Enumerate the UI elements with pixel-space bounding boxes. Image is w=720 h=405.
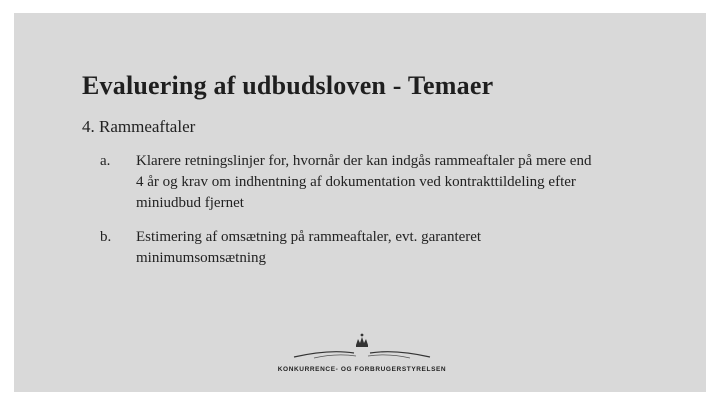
crown-icon xyxy=(274,331,450,365)
agency-logo-text: KONKURRENCE- OG FORBRUGERSTYRELSEN xyxy=(277,366,447,373)
list-item xyxy=(100,151,600,214)
list-item-text: Estimering af omsætning på rammeaftaler, evt. garanteret minimumsomsætning xyxy=(136,229,482,266)
list-item-text: Klarere retningslinjer for, hvornår der kan indgås rammeaftaler på mere end 4 år og krav om indhentning af dokumentation ved kontrakttildeling efter miniudbud fjernet xyxy=(136,153,592,211)
slide xyxy=(14,13,706,392)
list-item xyxy=(100,227,600,269)
slide-title: Evaluering af udbudsloven - Temaer xyxy=(82,71,494,100)
list-marker: a. xyxy=(100,153,111,169)
agency-logo xyxy=(274,331,450,379)
list-marker: b. xyxy=(100,229,112,245)
slide-subtitle: 4. Rammeaftaler xyxy=(82,117,196,136)
